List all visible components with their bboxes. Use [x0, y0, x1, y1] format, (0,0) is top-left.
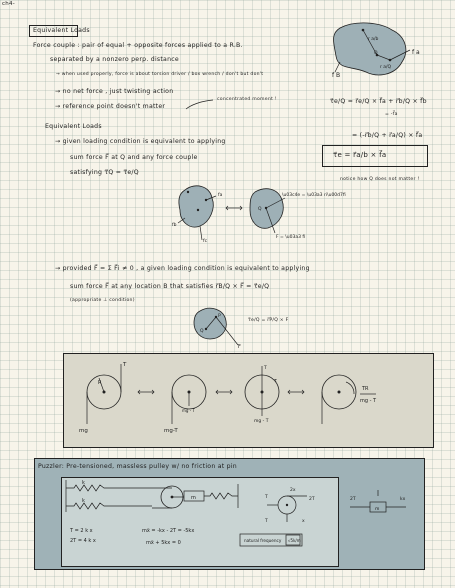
equivalent-loads-heading: Equivalent Loads: [45, 123, 102, 130]
svg-text:F = \u03a3 fi: F = \u03a3 fi: [276, 235, 306, 240]
panel1-label-mgt4: mg - T: [360, 398, 377, 404]
svg-text:r a/b: r a/b: [368, 37, 379, 42]
panel1-label-r: R: [98, 380, 102, 386]
svg-text:r a/Q: r a/Q: [380, 65, 392, 70]
q-not-matter-note: notice how Q does not matter !: [340, 177, 420, 182]
svg-text:F: F: [238, 344, 241, 350]
pulley-label-t2: T: [265, 519, 268, 524]
puzzler-panel: [34, 458, 425, 570]
boxed-equation: [322, 145, 428, 167]
puzzler-title: Puzzler: Pre-tensioned, massless pulley w/ no friction at pin: [38, 463, 237, 470]
page-title: Equivalent Loads: [33, 27, 90, 34]
panel1-label-t: T: [123, 362, 127, 368]
fbd-label-kx: kx: [400, 497, 406, 502]
concentrated-moment-note: concentrated moment !: [217, 97, 277, 102]
eq-motion-1: mẍ = -kx - 2T = -5kx: [142, 528, 195, 534]
force-couple-bullet1: → no net force , just twisting action: [55, 88, 174, 95]
svg-text:Q: Q: [258, 207, 262, 212]
mass-fbd-diagram: [340, 484, 420, 544]
force-couple-line3: → when used properly, force is about torsion driver / box wrench / don't but don't: [56, 72, 264, 77]
force-couple-line1: Force couple : pair of equal + opposite forces applied to a R.B.: [33, 42, 243, 49]
pulley-label-t1: T: [265, 495, 268, 500]
eq-t-2kx: T = 2 k x: [70, 528, 93, 534]
pulley-panel: [63, 353, 434, 448]
puzzler-inner: [61, 477, 339, 567]
svg-text:fa: fa: [218, 193, 223, 198]
equivalent-body-diagrams: [170, 178, 346, 253]
panel1-label-mg: mg: [79, 428, 88, 434]
mass-m: m: [191, 495, 196, 501]
svg-text:P: P: [218, 314, 221, 319]
spring-k1: k: [82, 480, 85, 486]
fbd-label-m: m: [375, 507, 380, 512]
svg-text:f a: f a: [412, 49, 420, 56]
panel1-label-mgt: mg - T: [182, 408, 195, 413]
force-couple-bullet2: → reference point doesn't matter: [55, 103, 166, 110]
provided-line1: → provided F⃗ = Σ F⃗i ≠ 0 , a given loading condition is equivalent to applying: [55, 265, 310, 272]
provided-line2: sum force F⃗ at any location B that satisfies r⃗B/Q × F⃗ = τ⃗e/Q: [70, 283, 270, 290]
natural-frequency-label: natural frequency: [244, 538, 282, 543]
panel1-label-tr: TR: [362, 386, 369, 392]
svg-text:Q: Q: [200, 329, 204, 334]
panel1-label-mgt2: mg-T: [164, 428, 178, 434]
fbd-label-2t: 2T: [350, 497, 356, 502]
svg-text:f B: f B: [332, 72, 341, 79]
pulley-label-x: x: [302, 519, 305, 524]
boxed-equation-text: τ⃗e = r⃗a/b × f⃗a: [333, 151, 387, 159]
single-force-diagram: [190, 305, 300, 350]
pulley-label-2x: 2x: [290, 488, 296, 493]
spring-k2: k: [82, 498, 85, 504]
eq-motion-2: mẍ + 5kx = 0: [146, 540, 181, 546]
equivalent-loads-line1: → given loading condition is equivalent to applying: [55, 138, 226, 145]
svg-text:fb: fb: [172, 223, 177, 228]
equivalent-loads-line3: satisfying τ⃗Q = τ⃗e/Q: [70, 169, 139, 176]
panel1-label-tau: τ: [274, 378, 278, 384]
tau-equation-2: = (-r⃗b/Q + r⃗a/Q) × f⃗a: [352, 132, 423, 139]
tau-equation-sub: = -f⃗a: [385, 112, 398, 117]
svg-text:Q: Q: [374, 51, 378, 56]
pulley-diagrams: [64, 354, 433, 447]
panel1-label-t2: T: [264, 366, 267, 371]
equivalent-loads-line2: sum force F⃗ at Q and any force couple: [70, 154, 198, 161]
pulley-label-2t: 2T: [309, 497, 315, 502]
note-arrow: [183, 97, 253, 117]
page-number: ch4-: [2, 1, 15, 7]
svg-text:fc: fc: [203, 239, 208, 244]
panel1-label-mgt3: mg - T: [254, 419, 269, 424]
rigid-body-couple-diagram: [330, 20, 420, 85]
svg-text:\u03c4e = \u03a3 ri\u00d7fi: \u03c4e = \u03a3 ri\u00d7fi: [282, 193, 346, 198]
eq-2t-4kx: 2T = 4 k x: [70, 538, 96, 544]
title-box: [29, 25, 90, 37]
force-couple-line2: separated by a nonzero perp. distance: [50, 56, 179, 63]
tau-single-force-label: τ⃗e/Q = r⃗P/Q × F: [248, 318, 289, 323]
natural-frequency-value: √5k/m: [288, 538, 301, 543]
spring-pulley-diagram: [62, 478, 338, 566]
tau-equation: τ⃗e/Q = r⃗e/Q × f⃗a + r⃗b/Q × f⃗b: [330, 98, 427, 105]
provided-line3: (appropriate ⊥ condition): [70, 298, 135, 303]
